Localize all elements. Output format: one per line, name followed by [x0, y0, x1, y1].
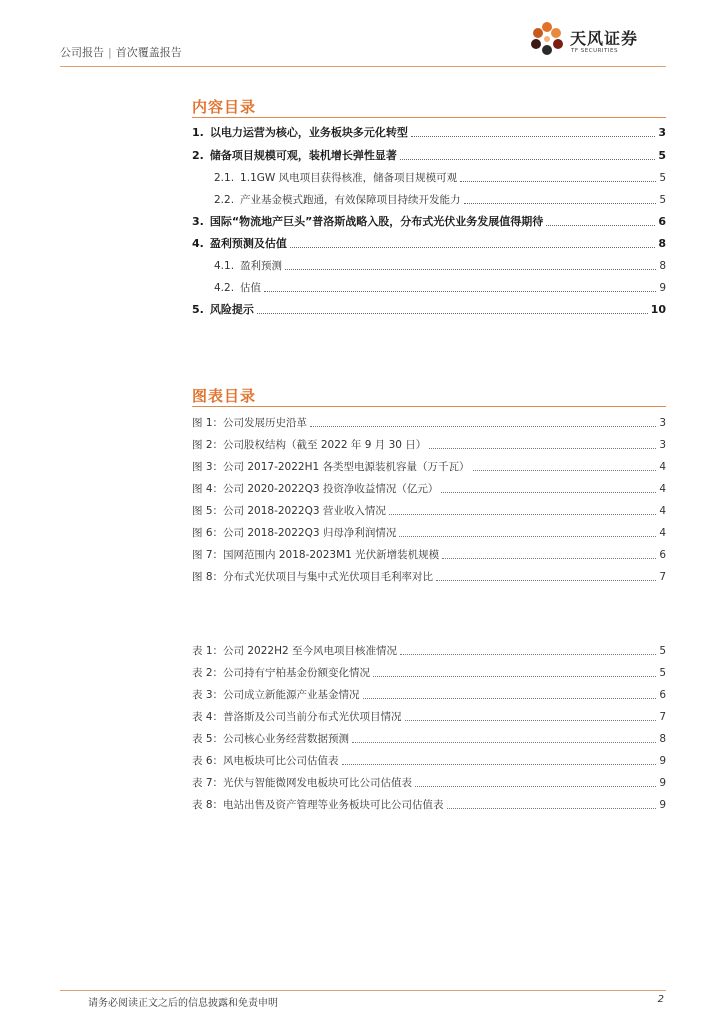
table-entry[interactable]: [192, 750, 666, 768]
toc-entry-text: 1.1GW 风电项目获得核准，储备项目规模可观: [240, 172, 458, 184]
figure-entry[interactable]: [192, 522, 666, 540]
figure-entry[interactable]: [192, 544, 666, 562]
figure-leader-dots: [473, 470, 657, 471]
toc-entry-page: 5: [659, 172, 666, 184]
figure-entry-text: 图 6：公司 2018-2022Q3 归母净利润情况: [192, 527, 397, 539]
header-report-type: 公司报告: [60, 46, 104, 59]
table-entry[interactable]: [192, 794, 666, 812]
figure-entry-text: 图 3：公司 2017-2022H1 各类型电源装机容量（万千瓦）: [192, 461, 470, 473]
logo-name: 天风证券: [570, 29, 639, 48]
toc-subentry[interactable]: [214, 255, 666, 273]
table-leader-dots: [342, 764, 657, 765]
table-entry-page: 9: [659, 777, 666, 789]
figure-leader-dots: [389, 514, 656, 515]
table-leader-dots: [447, 808, 657, 809]
toc-leader-dots: [257, 313, 648, 314]
toc-leader-dots: [285, 269, 656, 270]
header-report-subtype: 首次覆盖报告: [115, 46, 182, 59]
figure-leader-dots: [441, 492, 656, 493]
figure-leader-dots: [442, 558, 656, 559]
figure-entry[interactable]: [192, 500, 666, 518]
toc-leader-dots: [546, 225, 655, 226]
figure-entry-page: 3: [659, 439, 666, 451]
figure-entry[interactable]: [192, 412, 666, 430]
figure-leader-dots: [429, 448, 656, 449]
table-entry-page: 5: [659, 667, 666, 679]
table-leader-dots: [352, 742, 656, 743]
figure-entry-page: 4: [659, 505, 666, 517]
table-entry-page: 7: [659, 711, 666, 723]
logo-subtitle: TF SECURITIES: [571, 48, 618, 54]
figure-entry[interactable]: [192, 434, 666, 452]
company-logo: [526, 20, 666, 66]
figure-leader-dots: [399, 536, 656, 537]
toc-entry-text: 盈利预测: [240, 260, 283, 272]
table-entry-text: 表 8：电站出售及资产管理等业务板块可比公司估值表: [192, 799, 444, 811]
toc-subentry[interactable]: [214, 167, 666, 185]
table-entry-text: 表 1：公司 2022H2 至今风电项目核准情况: [192, 645, 397, 657]
table-entry-text: 表 6：风电板块可比公司估值表: [192, 755, 339, 767]
toc-entry-number: 5.: [192, 303, 204, 316]
figure-entry[interactable]: [192, 478, 666, 496]
toc-entry-number: 2.1.: [214, 172, 235, 184]
toc-title-rule: [192, 117, 666, 118]
figure-entry-page: 3: [659, 417, 666, 429]
figure-entry-page: 4: [659, 461, 666, 473]
toc-entry-page: 5: [659, 194, 666, 206]
figure-entry[interactable]: [192, 566, 666, 584]
table-leader-dots: [400, 654, 656, 655]
figure-entry-text: 图 2：公司股权结构（截至 2022 年 9 月 30 日）: [192, 439, 427, 451]
toc-leader-dots: [264, 291, 656, 292]
toc-entry[interactable]: [192, 299, 666, 317]
toc-entry-page: 6: [658, 215, 666, 228]
toc-entry-page: 8: [658, 237, 666, 250]
figures-title-rule: [192, 406, 666, 407]
toc-entry-page: 3: [658, 126, 666, 139]
toc-leader-dots: [460, 181, 656, 182]
table-entry-text: 表 2：公司持有宁柏基金份额变化情况: [192, 667, 371, 679]
table-leader-dots: [363, 698, 657, 699]
figure-entry-text: 图 4：公司 2020-2022Q3 投资净收益情况（亿元）: [192, 483, 439, 495]
table-entry[interactable]: [192, 684, 666, 702]
toc-subentry[interactable]: [214, 277, 666, 295]
figures-title: 图表目录: [192, 387, 257, 405]
toc-entry-page: 10: [650, 303, 666, 316]
toc-entry[interactable]: [192, 233, 666, 251]
figure-entry-text: 图 7：国网范围内 2018-2023M1 光伏新增装机规模: [192, 549, 440, 561]
toc-title: 内容目录: [192, 98, 257, 116]
table-entry[interactable]: [192, 728, 666, 746]
header-separator: |: [108, 46, 112, 59]
table-entry-text: 表 7：光伏与智能微网发电板块可比公司估值表: [192, 777, 413, 789]
table-entry-page: 9: [659, 755, 666, 767]
table-entry[interactable]: [192, 640, 666, 658]
toc-entry[interactable]: [192, 122, 666, 140]
header-divider: [60, 66, 666, 67]
table-entry[interactable]: [192, 662, 666, 680]
toc-entry[interactable]: [192, 145, 666, 163]
table-entry-text: 表 3：公司成立新能源产业基金情况: [192, 689, 360, 701]
table-leader-dots: [415, 786, 656, 787]
toc-subentry[interactable]: [214, 189, 666, 207]
toc-entry-number: 4.: [192, 237, 204, 250]
toc-leader-dots: [290, 247, 656, 248]
table-entry-page: 6: [659, 689, 666, 701]
toc-entry-page: 5: [658, 149, 666, 162]
footer-divider: [60, 990, 666, 991]
figure-leader-dots: [310, 426, 656, 427]
footer-disclaimer: 请务必阅读正文之后的信息披露和免责申明: [88, 998, 278, 1009]
toc-entry-number: 4.1.: [214, 260, 235, 272]
toc-entry-number: 1.: [192, 126, 204, 139]
page-number: 2: [657, 994, 664, 1005]
table-entry-text: 表 5：公司核心业务经营数据预测: [192, 733, 350, 745]
page-header: [60, 29, 666, 64]
figure-entry-page: 6: [659, 549, 666, 561]
table-entry-page: 9: [659, 799, 666, 811]
table-entry-text: 表 4：普洛斯及公司当前分布式光伏项目情况: [192, 711, 402, 723]
toc-entry-text: 国际“物流地产巨头”普洛斯战略入股，分布式光伏业务发展值得期待: [209, 215, 544, 228]
table-entry-page: 5: [659, 645, 666, 657]
toc-entry-number: 2.2.: [214, 194, 235, 206]
table-leader-dots: [405, 720, 657, 721]
toc-entry-number: 4.2.: [214, 282, 235, 294]
figure-leader-dots: [436, 580, 656, 581]
toc-entry-text: 估值: [240, 282, 262, 294]
figure-entry-text: 图 8：分布式光伏项目与集中式光伏项目毛利率对比: [192, 571, 434, 583]
toc-entry-number: 2.: [192, 149, 204, 162]
toc-leader-dots: [411, 136, 656, 137]
toc-entry-page: 8: [659, 260, 666, 272]
figure-entry[interactable]: [192, 456, 666, 474]
toc-entry[interactable]: [192, 211, 666, 229]
figure-entry-text: 图 5：公司 2018-2022Q3 营业收入情况: [192, 505, 386, 517]
figure-entry-text: 图 1：公司发展历史沿革: [192, 417, 308, 429]
table-entry[interactable]: [192, 706, 666, 724]
toc-leader-dots: [464, 203, 657, 204]
table-entry-page: 8: [659, 733, 666, 745]
toc-entry-text: 储备项目规模可观，装机增长弹性显著: [209, 149, 397, 162]
figure-entry-page: 7: [659, 571, 666, 583]
toc-entry-text: 风险提示: [209, 303, 254, 316]
flower-logo-icon: [526, 20, 568, 64]
toc-entry-text: 产业基金模式跑通，有效保障项目持续开发能力: [240, 194, 461, 206]
header-breadcrumb: [60, 44, 182, 60]
table-entry[interactable]: [192, 772, 666, 790]
toc-leader-dots: [400, 159, 656, 160]
figure-entry-page: 4: [659, 527, 666, 539]
toc-entry-text: 盈利预测及估值: [209, 237, 287, 250]
table-leader-dots: [373, 676, 656, 677]
toc-entry-number: 3.: [192, 215, 204, 228]
figure-entry-page: 4: [659, 483, 666, 495]
toc-entry-page: 9: [659, 282, 666, 294]
toc-entry-text: 以电力运营为核心，业务板块多元化转型: [209, 126, 408, 139]
